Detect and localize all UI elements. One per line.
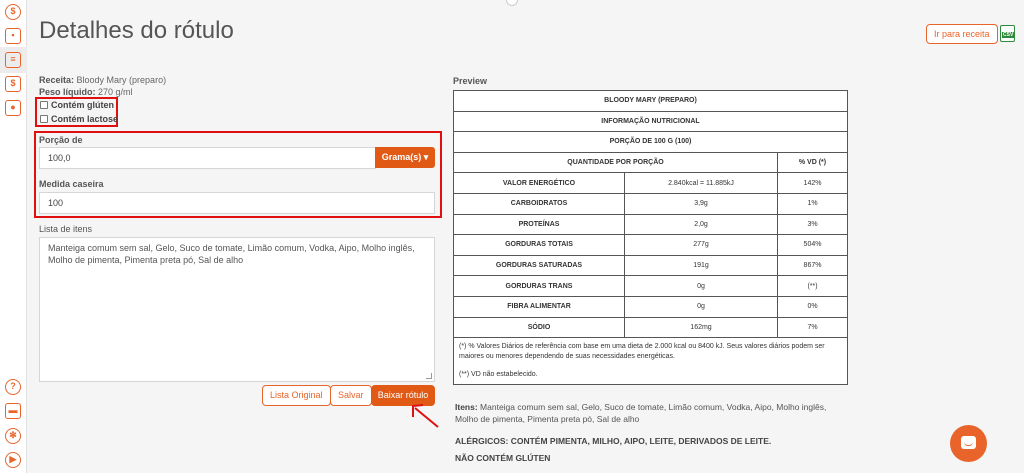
nutrition-table	[453, 90, 848, 385]
lactose-checkbox[interactable]	[40, 115, 48, 123]
dollar-icon[interactable]: $	[5, 4, 21, 20]
recipe-label: Receita:	[39, 75, 75, 85]
annotation-arrow-icon	[395, 400, 445, 430]
original-list-button[interactable]: Lista Original	[262, 385, 331, 406]
caret-down-icon: ▾	[423, 152, 429, 162]
items-textarea[interactable]: Manteiga comum sem sal, Gelo, Suco de tomate, Limão comum, Vodka, Aipo, Molho inglês, Molho de pimenta, Pimenta preta pó, Sal de alho	[39, 237, 435, 382]
portion-input[interactable]: 100,0	[39, 147, 376, 169]
footnote-daily-values: (*) % Valores Diários de referência com base em uma dieta de 2.000 kcal ou 8400 kJ. Seus valores diários podem ser maiores ou menores dependendo de suas necessidades energéticas.	[459, 343, 825, 361]
table-section-title: INFORMAÇÃO NUTRICIONAL	[454, 111, 848, 132]
gluten-checkbox[interactable]	[40, 101, 48, 109]
preview-items-label: Itens:	[455, 402, 478, 412]
table-footnote	[454, 338, 848, 385]
table-row: GORDURAS TRANS 0g (**)	[454, 276, 848, 297]
gluten-checkbox-label: Contém glúten	[51, 100, 114, 110]
help-icon[interactable]: ?	[5, 379, 21, 395]
table-vd-header: % VD (*)	[778, 152, 848, 173]
items-list-label: Lista de itens	[39, 224, 93, 234]
label-icon[interactable]: ≡	[5, 52, 21, 68]
goto-recipe-button[interactable]: Ir para receita	[926, 24, 998, 44]
unit-dropdown[interactable]: Grama(s) ▾	[375, 147, 435, 168]
resize-grip-icon[interactable]	[426, 373, 432, 379]
table-row: SÓDIO 162mg 7%	[454, 317, 848, 338]
table-qty-header: QUANTIDADE POR PORÇÃO	[454, 152, 778, 173]
household-measure-input[interactable]: 100	[39, 192, 435, 214]
recipe-value: Bloody Mary (preparo)	[76, 75, 167, 85]
table-product-name: BLOODY MARY (PREPARO)	[454, 91, 848, 112]
lactose-checkbox-label: Contém lactose	[51, 114, 119, 124]
collapse-handle[interactable]	[506, 0, 518, 6]
gluten-checkbox-row[interactable]	[40, 100, 114, 110]
lactose-checkbox-row[interactable]	[40, 114, 118, 124]
table-portion: PORÇÃO DE 100 G (100)	[454, 132, 848, 153]
sidebar	[0, 0, 27, 473]
preview-items-text: Manteiga comum sem sal, Gelo, Suco de tomate, Limão comum, Vodka, Aipo, Molho inglês, Molho de pimenta, Pimenta preta pó, Sal de alho	[455, 402, 827, 424]
price-tag-icon[interactable]: $	[5, 76, 21, 92]
gluten-statement: NÃO CONTÉM GLÚTEN	[455, 453, 551, 463]
table-row: VALOR ENERGÉTICO 2.840kcal = 11.885kJ 142%	[454, 173, 848, 194]
preview-items	[455, 401, 835, 425]
portion-label: Porção de	[39, 135, 83, 145]
play-icon[interactable]: ▶	[5, 452, 21, 468]
weight-value: 270 g/ml	[98, 87, 133, 97]
preview-label: Preview	[453, 76, 488, 86]
recipe-icon[interactable]: ▪	[5, 28, 21, 44]
table-row: GORDURAS SATURADAS 191g 867%	[454, 255, 848, 276]
table-row: GORDURAS TOTAIS 277g 504%	[454, 235, 848, 256]
allergen-statement: ALÉRGICOS: CONTÉM PIMENTA, MILHO, AIPO, LEITE, DERIVADOS DE LEITE.	[455, 436, 772, 446]
page-title: Detalhes do rótulo	[39, 17, 234, 44]
chat-launcher-button[interactable]	[950, 425, 987, 462]
table-row: FIBRA ALIMENTAR 0g 0%	[454, 296, 848, 317]
download-label-button[interactable]: Baixar rótulo	[371, 385, 435, 406]
gear-icon[interactable]: ✻	[5, 428, 21, 444]
card-icon[interactable]: ▬	[5, 403, 21, 419]
save-button[interactable]: Salvar	[330, 385, 372, 406]
csv-export-icon[interactable]: CSV	[1000, 25, 1015, 42]
weight-label: Peso líquido:	[39, 87, 96, 97]
weight-info	[39, 87, 133, 97]
recipe-info	[39, 75, 166, 85]
table-row: CARBOIDRATOS 3,9g 1%	[454, 193, 848, 214]
household-measure-label: Medida caseira	[39, 179, 104, 189]
table-row: PROTEÍNAS 2,0g 3%	[454, 214, 848, 235]
user-card-icon[interactable]: ●	[5, 100, 21, 116]
footnote-not-established: (**) VD não estabelecido.	[459, 371, 538, 379]
